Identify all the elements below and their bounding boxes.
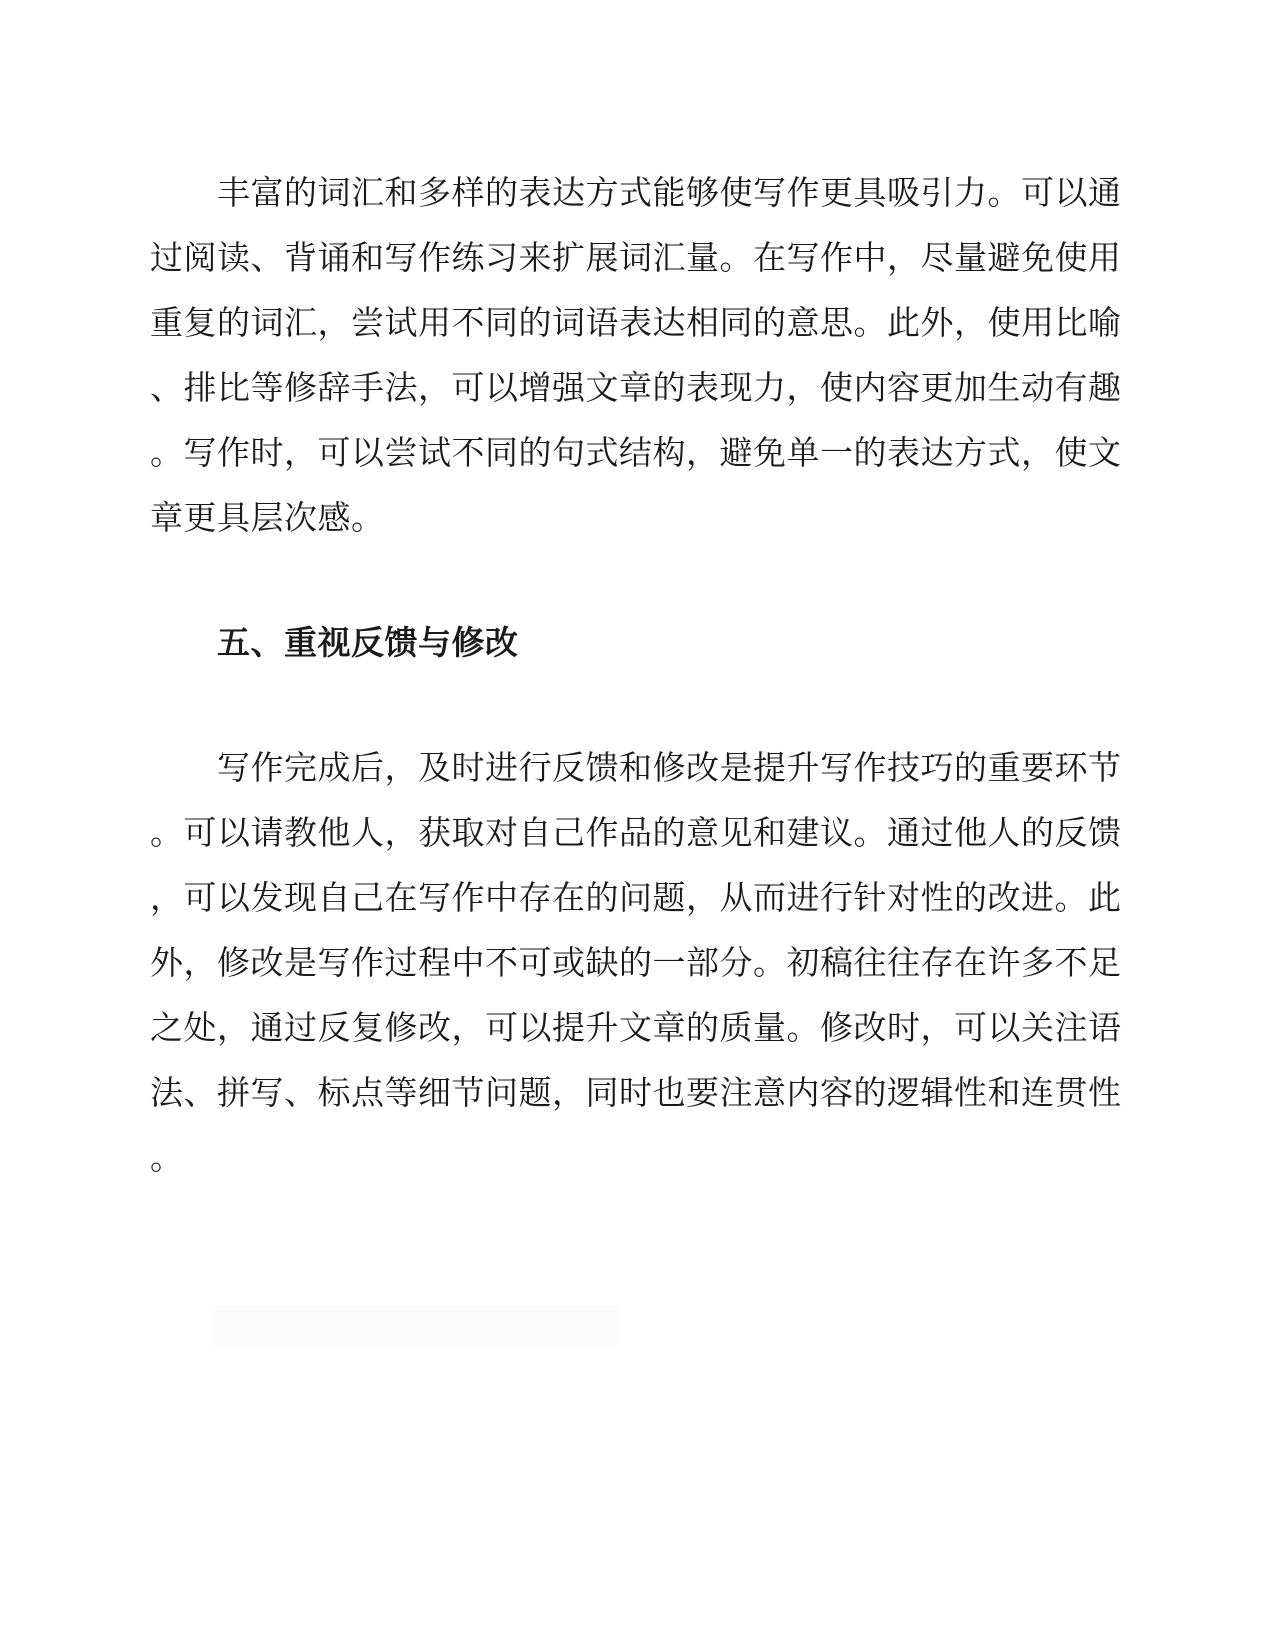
paragraph-line: 法、拼写、标点等细节问题，同时也要注意内容的逻辑性和连贯性 [150,1073,1122,1112]
paragraph-line: 。 [150,1138,184,1177]
paragraph-line: 外，修改是写作过程中不可或缺的一部分。初稿往往存在许多不足 [150,943,1122,982]
paragraph-line: ，可以发现自己在写作中存在的问题，从而进行针对性的改进。此 [150,878,1122,917]
paragraph-vocabulary [150,160,1122,550]
paragraph-line: 过阅读、背诵和写作练习来扩展词汇量。在写作中，尽量避免使用 [150,238,1122,277]
paragraph-line: 、排比等修辞手法，可以增强文章的表现力，使内容更加生动有趣 [150,368,1122,407]
paragraph-line: 写作完成后，及时进行反馈和修改是提升写作技巧的重要环节 [217,748,1122,787]
section-heading: 五、重视反馈与修改 [217,623,519,662]
paragraph-line: 。可以请教他人，获取对自己作品的意见和建议。通过他人的反馈 [150,813,1122,852]
faint-artifact [210,1305,620,1345]
paragraph-line: 章更具层次感。 [150,498,385,537]
document-page [150,160,1122,1190]
paragraph-line: 丰富的词汇和多样的表达方式能够使写作更具吸引力。可以通 [217,173,1122,212]
paragraph-line: 。写作时，可以尝试不同的句式结构，避免单一的表达方式，使文 [150,433,1122,472]
paragraph-feedback [150,735,1122,1190]
paragraph-line: 重复的词汇，尝试用不同的词语表达相同的意思。此外，使用比喻 [150,303,1122,342]
paragraph-line: 之处，通过反复修改，可以提升文章的质量。修改时，可以关注语 [150,1008,1122,1047]
